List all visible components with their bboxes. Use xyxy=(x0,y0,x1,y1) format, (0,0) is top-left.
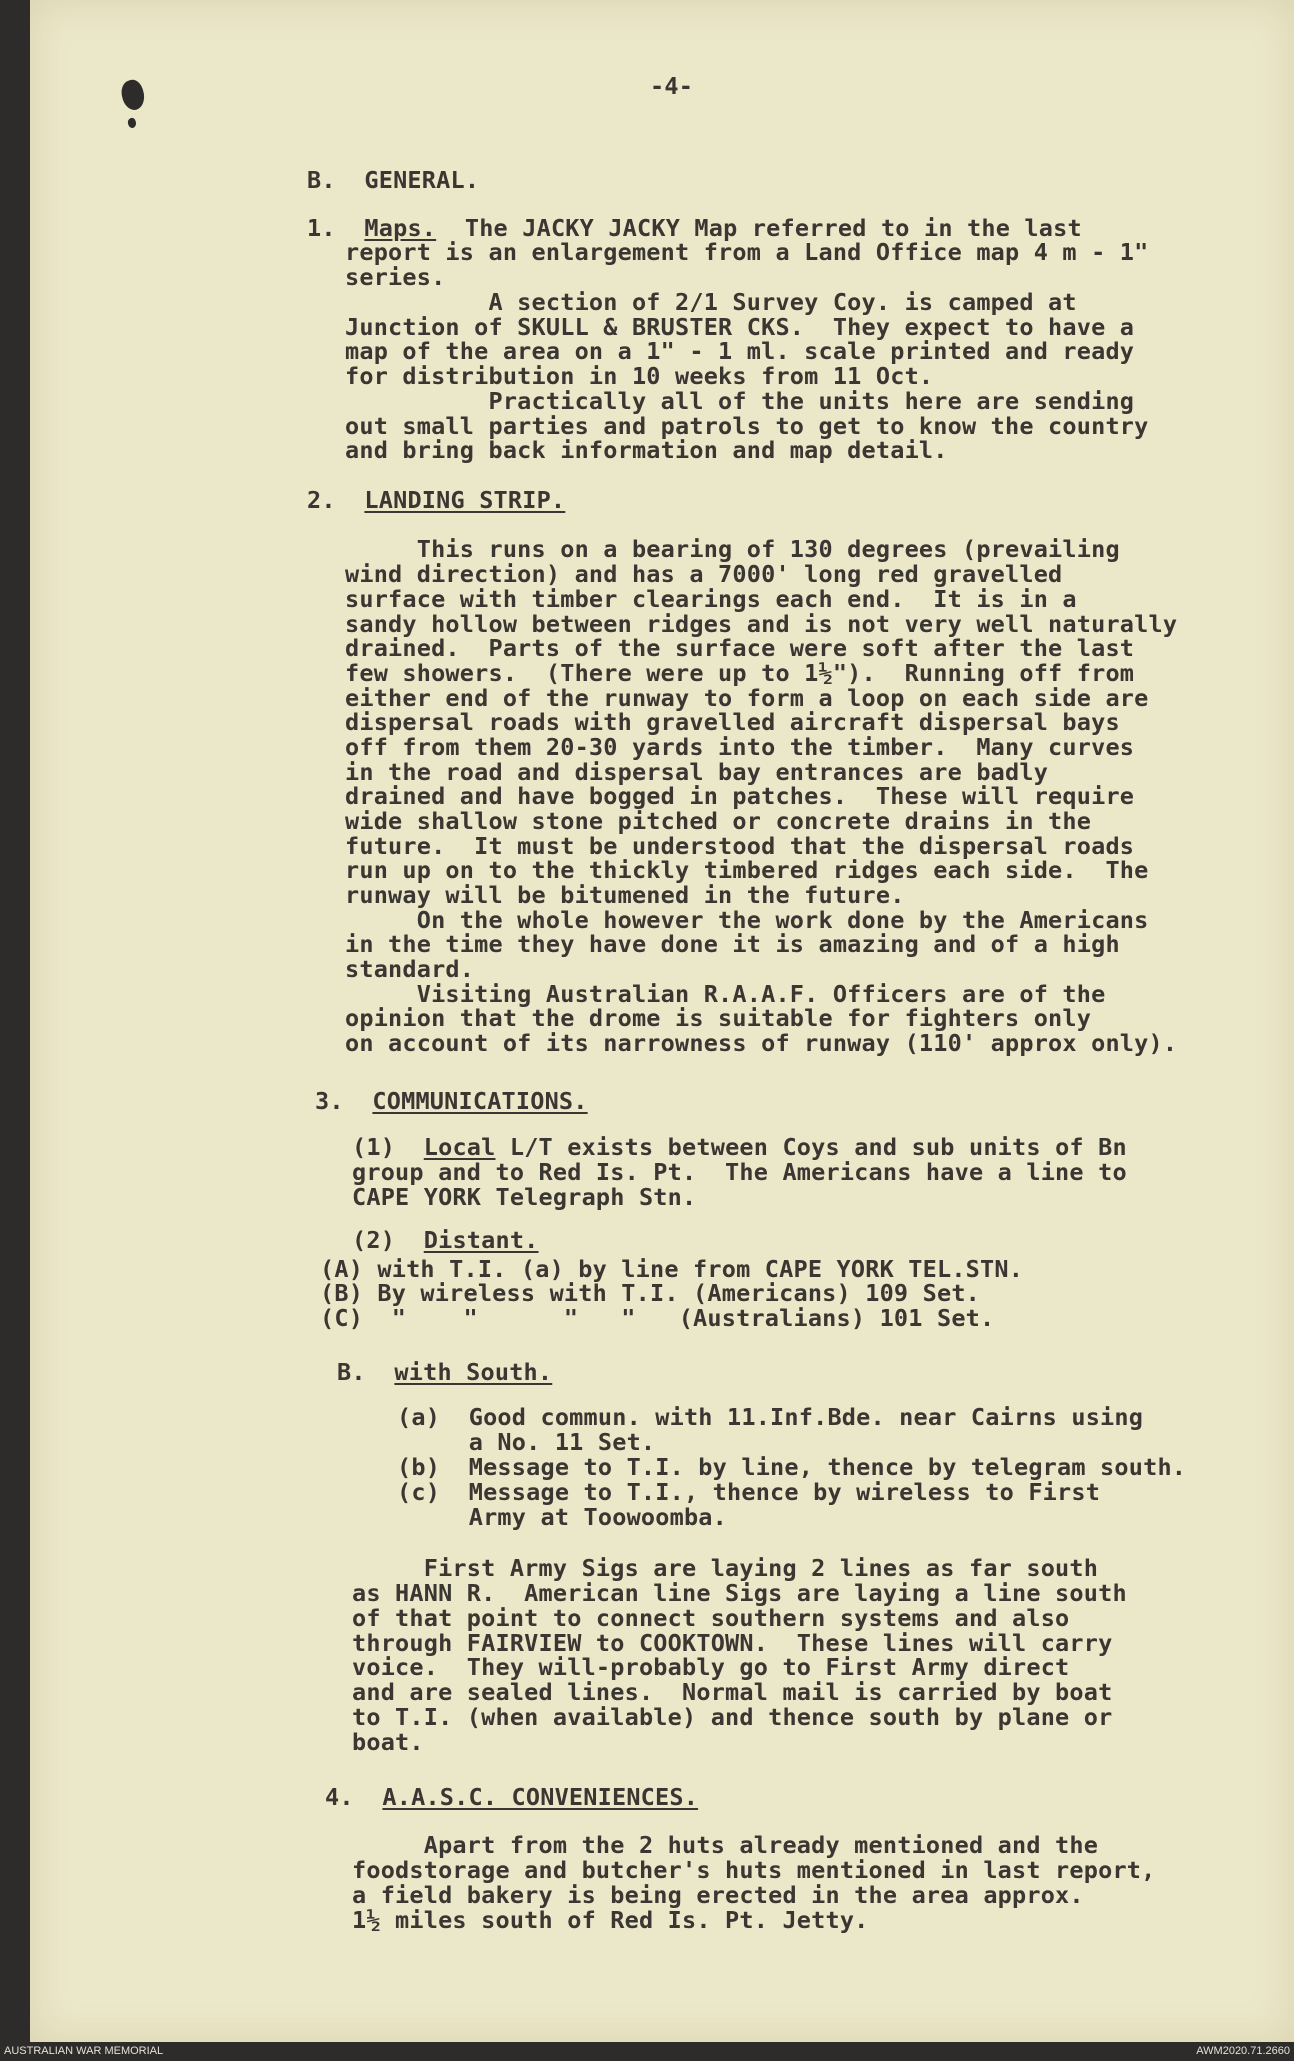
communications-local-line: group and to Red Is. Pt. The Americans have a line to xyxy=(352,1158,1127,1186)
landing-strip-line: sandy hollow between ridges and is not very well naturally xyxy=(345,610,1178,638)
maps-line: Junction of SKULL & BRUSTER CKS. They expect to have a xyxy=(345,313,1135,341)
maps-line: for distribution in 10 weeks from 11 Oct. xyxy=(345,362,934,390)
document-page xyxy=(30,0,1294,2042)
landing-strip-line: wide shallow stone pitched or concrete drains in the xyxy=(345,807,1092,835)
maps-line: report is an enlargement from a Land Office map 4 m - 1" xyxy=(345,238,1149,266)
landing-strip-line: few showers. (There were up to 1½"). Running off from xyxy=(345,659,1135,687)
landing-strip-line: off from them 20-30 yards into the timber. Many curves xyxy=(345,733,1135,761)
landing-strip-line: On the whole however the work done by the Americans xyxy=(345,906,1149,934)
section-aasc-heading: 4. A.A.S.C. CONVENIENCES. xyxy=(325,1783,699,1811)
communications-local: (1) Local L/T exists between Coys and sub units of Bn xyxy=(352,1133,1127,1161)
landing-strip-line: run up on to the thickly timbered ridges each side. The xyxy=(345,856,1149,884)
page-number: -4- xyxy=(650,72,694,100)
maps-line: A section of 2/1 Survey Coy. is camped at xyxy=(345,288,1077,316)
landing-strip-line: Visiting Australian R.A.A.F. Officers are of the xyxy=(345,980,1106,1008)
landing-strip-line: standard. xyxy=(345,955,475,983)
landing-strip-line: future. It must be understood that the dispersal roads xyxy=(345,832,1135,860)
archive-reference: AWM2020.71.2660 xyxy=(1196,2045,1290,2057)
sigs-line: as HANN R. American line Sigs are laying a line south xyxy=(352,1579,1127,1607)
with-south-heading: B. with South. xyxy=(337,1358,553,1386)
south-line: (c) Message to T.I., thence by wireless to First xyxy=(397,1478,1101,1506)
ti-line: (B) By wireless with T.I. (Americans) 109 Set. xyxy=(320,1279,981,1307)
maps-line: out small parties and patrols to get to know the country xyxy=(345,412,1149,440)
sigs-line: to T.I. (when available) and thence south by plane or xyxy=(352,1703,1113,1731)
sigs-line: First Army Sigs are laying 2 lines as far south xyxy=(352,1554,1099,1582)
landing-strip-line: runway will be bitumened in the future. xyxy=(345,881,905,909)
south-line: (a) Good commun. with 11.Inf.Bde. near Cairns using xyxy=(397,1403,1144,1431)
maps-line: Practically all of the units here are sending xyxy=(345,387,1135,415)
communications-distant: (2) Distant. xyxy=(352,1226,539,1254)
maps-line: series. xyxy=(345,263,446,291)
aasc-line: foodstorage and butcher's huts mentioned in last report, xyxy=(352,1856,1156,1884)
landing-strip-line: in the time they have done it is amazing and of a high xyxy=(345,930,1120,958)
landing-strip-line: drained. Parts of the surface were soft after the last xyxy=(345,634,1135,662)
landing-strip-line: opinion that the drome is suitable for fighters only xyxy=(345,1004,1092,1032)
ti-line: (C) " " " " (Australians) 101 Set. xyxy=(320,1304,995,1332)
aasc-line: 1½ miles south of Red Is. Pt. Jetty. xyxy=(352,1906,869,1934)
heading-general: B. GENERAL. xyxy=(307,166,480,194)
landing-strip-line: This runs on a bearing of 130 degrees (prevailing xyxy=(345,535,1120,563)
south-line: (b) Message to T.I. by line, thence by telegram south. xyxy=(397,1453,1187,1481)
archive-footer xyxy=(0,2042,1294,2061)
sigs-line: through FAIRVIEW to COOKTOWN. These lines will carry xyxy=(352,1629,1113,1657)
section-maps: 1. Maps. The JACKY JACKY Map referred to in the last xyxy=(307,214,1082,242)
landing-strip-line: wind direction) and has a 7000' long red gravelled xyxy=(345,560,1063,588)
landing-strip-line: in the road and dispersal bay entrances are badly xyxy=(345,758,1049,786)
punch-hole-fragment xyxy=(127,117,138,129)
landing-strip-line: dispersal roads with gravelled aircraft dispersal bays xyxy=(345,708,1120,736)
landing-strip-line: either end of the runway to form a loop on each side are xyxy=(345,684,1149,712)
landing-strip-line: on account of its narrowness of runway (110' approx only). xyxy=(345,1029,1178,1057)
aasc-line: a field bakery is being erected in the area approx. xyxy=(352,1881,1084,1909)
section-landing-strip-heading: 2. LANDING STRIP. xyxy=(307,486,566,514)
sigs-line: boat. xyxy=(352,1728,424,1756)
archive-name: AUSTRALIAN WAR MEMORIAL xyxy=(4,2045,164,2057)
punch-hole xyxy=(118,77,148,112)
sigs-line: voice. They will-probably go to First Army direct xyxy=(352,1653,1070,1681)
maps-line: map of the area on a 1" - 1 ml. scale printed and ready xyxy=(345,337,1135,365)
sigs-line: of that point to connect southern systems and also xyxy=(352,1604,1070,1632)
sigs-line: and are sealed lines. Normal mail is carried by boat xyxy=(352,1678,1113,1706)
communications-local-line: CAPE YORK Telegraph Stn. xyxy=(352,1183,697,1211)
maps-line: and bring back information and map detail. xyxy=(345,436,948,464)
ti-line: (A) with T.I. (a) by line from CAPE YORK TEL.STN. xyxy=(320,1255,1024,1283)
landing-strip-line: surface with timber clearings each end. It is in a xyxy=(345,585,1077,613)
aasc-line: Apart from the 2 huts already mentioned and the xyxy=(352,1831,1099,1859)
section-communications-heading: 3. COMMUNICATIONS. xyxy=(315,1087,588,1115)
landing-strip-line: drained and have bogged in patches. These will require xyxy=(345,782,1135,810)
south-line: a No. 11 Set. xyxy=(397,1428,656,1456)
south-line: Army at Toowoomba. xyxy=(397,1503,728,1531)
